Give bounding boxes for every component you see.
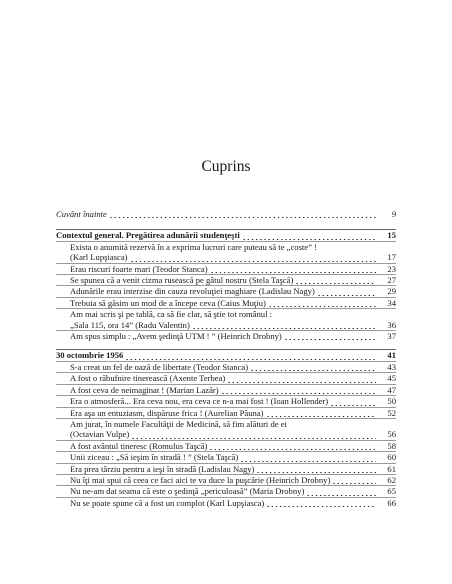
dot-leader <box>240 452 376 462</box>
dot-leader <box>221 385 376 395</box>
toc-entry-text: Unii ziceau : „Să ieşim în stradă ! ” (Stela Taşcă) <box>70 452 239 463</box>
toc-page-number: 56 <box>387 429 396 440</box>
toc-entry[interactable] <box>56 474 396 485</box>
dot-leader <box>192 320 376 330</box>
toc-entry-text: A fost ceva de neimaginat ! (Marian Lazăr) <box>70 384 219 395</box>
dot-leader <box>268 298 376 308</box>
toc-page-number: 60 <box>387 452 396 463</box>
toc-entry[interactable] <box>56 285 396 296</box>
toc-entry[interactable] <box>56 308 396 330</box>
toc-entry-text: Contextul general. Pregătirea adunării studenţeşti <box>56 230 240 241</box>
toc-page-number: 52 <box>387 407 396 418</box>
dot-leader <box>266 408 376 418</box>
dot-leader <box>295 275 376 285</box>
toc-entry-text: Exista o anumită rezervă în a exprima lucruri care puteau să te „coste” ! <box>70 241 317 252</box>
toc-entry-text: Nu ne-am dat seama că este o şedinţă „periculoasă” (Maria Drobny) <box>70 486 305 497</box>
toc-entry-text: Am mai scris şi pe tablă, ca să fie clar, să ştie tot românul : <box>70 309 273 320</box>
toc-entry-text: Se spunea că a venit cizma rusească pe gâtul nostru (Stela Taşcă) <box>70 275 294 286</box>
dot-leader <box>317 286 376 296</box>
toc-entry-text: Era prea târziu pentru a ieşi în stradă (Ladislau Nagy) <box>70 463 255 474</box>
dot-leader <box>284 331 376 341</box>
toc-page-number: 41 <box>387 350 396 361</box>
toc-entry-text: Nu se poate spune că a fost un complot (Karl Lupşiasca) <box>70 497 265 508</box>
toc-page-number: 62 <box>387 474 396 485</box>
toc-entry-text: Era aşa un entuziasm, dispăruse frica ! (Aurelian Păuna) <box>70 407 264 418</box>
dot-leader <box>332 475 376 485</box>
toc-section-october-1956[interactable] <box>56 349 396 360</box>
toc-entry[interactable] <box>56 407 396 418</box>
dot-leader <box>256 464 376 474</box>
dot-leader <box>109 209 376 219</box>
toc-page-number: 27 <box>387 275 396 286</box>
toc-entry-text: Trebuia să găsim un mod de a începe ceva (Caius Muţiu) <box>70 297 266 308</box>
toc-entry-text: Am jurat, în numele Facultăţii de Medicină, să fim alături de ei <box>70 418 287 429</box>
toc-entry[interactable] <box>56 485 396 496</box>
dot-leader <box>250 362 376 372</box>
toc-entry-text: A fost avântul tineresc (Romulus Taşcă) <box>70 440 208 451</box>
toc-page-number: 17 <box>387 252 396 263</box>
toc-page-number: 65 <box>387 486 396 497</box>
toc-entry[interactable] <box>56 463 396 474</box>
toc-page-number: 66 <box>387 497 396 508</box>
toc-entry-text: Nu îţi mai spui că ceea ce faci aici te va duce la puşcărie (Heinrich Drobny) <box>70 474 331 485</box>
toc-page-number: 45 <box>387 373 396 384</box>
toc-entry[interactable] <box>56 418 396 440</box>
toc-entry[interactable] <box>56 384 396 395</box>
toc-entry[interactable] <box>56 451 396 462</box>
toc-page-number: 37 <box>387 331 396 342</box>
toc-entry-text: Erau riscuri foarte mari (Teodor Stanca) <box>70 263 208 274</box>
dot-leader <box>266 498 376 508</box>
dot-leader <box>209 441 376 451</box>
dot-leader <box>125 350 376 360</box>
page-title: Cuprins <box>201 158 251 175</box>
toc-page-number: 23 <box>387 263 396 274</box>
toc-entry[interactable] <box>56 297 396 308</box>
toc-entry-text: 30 octombrie 1956 <box>56 350 124 361</box>
dot-leader <box>131 429 376 439</box>
toc-page-number: 61 <box>387 463 396 474</box>
toc-entry[interactable] <box>56 372 396 383</box>
toc-entry-text: „Sala 115, ora 14” (Radu Valentin) <box>70 319 190 330</box>
toc-entry[interactable] <box>56 330 396 341</box>
dot-leader <box>210 264 376 274</box>
toc-page-number: 29 <box>387 286 396 297</box>
toc-page-number: 43 <box>387 361 396 372</box>
dot-leader <box>227 373 376 383</box>
dot-leader <box>306 486 376 496</box>
toc-entry[interactable] <box>56 440 396 451</box>
toc-entry[interactable] <box>56 395 396 406</box>
toc-entry-text: Era o atmosferă... Era ceva nou, era ceva ce n-a mai fost ! (Ioan Hollender) <box>70 396 329 407</box>
toc-entry-text: (Octavian Vulpe) <box>70 429 130 440</box>
table-of-contents <box>56 209 396 508</box>
toc-entry-text: A fost o răbufnire tinerească (Axente Terbea) <box>70 373 226 384</box>
toc-page-number: 58 <box>387 440 396 451</box>
toc-entry-text: Cuvânt înainte <box>56 209 107 219</box>
dot-leader <box>130 252 376 262</box>
toc-page-number: 36 <box>387 319 396 330</box>
toc-section-context[interactable] <box>56 229 396 240</box>
toc-entry-text: Am spus simplu : „Avem şedinţă UTM ! ” (Heinrich Drobny) <box>70 331 282 342</box>
dot-leader <box>330 396 376 406</box>
toc-entry-text: (Karl Lupşiasca) <box>70 252 128 263</box>
toc-page-number: 34 <box>387 297 396 308</box>
toc-entry[interactable] <box>56 263 396 274</box>
toc-entry-text: S-a creat un fel de oază de libertate (Teodor Stanca) <box>70 361 249 372</box>
toc-entry[interactable] <box>56 274 396 285</box>
toc-page-number: 15 <box>387 230 396 241</box>
toc-entry-foreword[interactable] <box>56 209 396 219</box>
toc-page-number: 50 <box>387 396 396 407</box>
toc-entry[interactable] <box>56 497 396 508</box>
toc-entry[interactable] <box>56 361 396 372</box>
toc-entry[interactable] <box>56 241 396 263</box>
toc-page-number: 47 <box>387 384 396 395</box>
toc-entry-text: Adunările erau interzise din cauza revoluţiei maghiare (Ladislau Nagy) <box>70 286 315 297</box>
toc-page-number: 9 <box>391 209 396 219</box>
dot-leader <box>242 230 376 240</box>
